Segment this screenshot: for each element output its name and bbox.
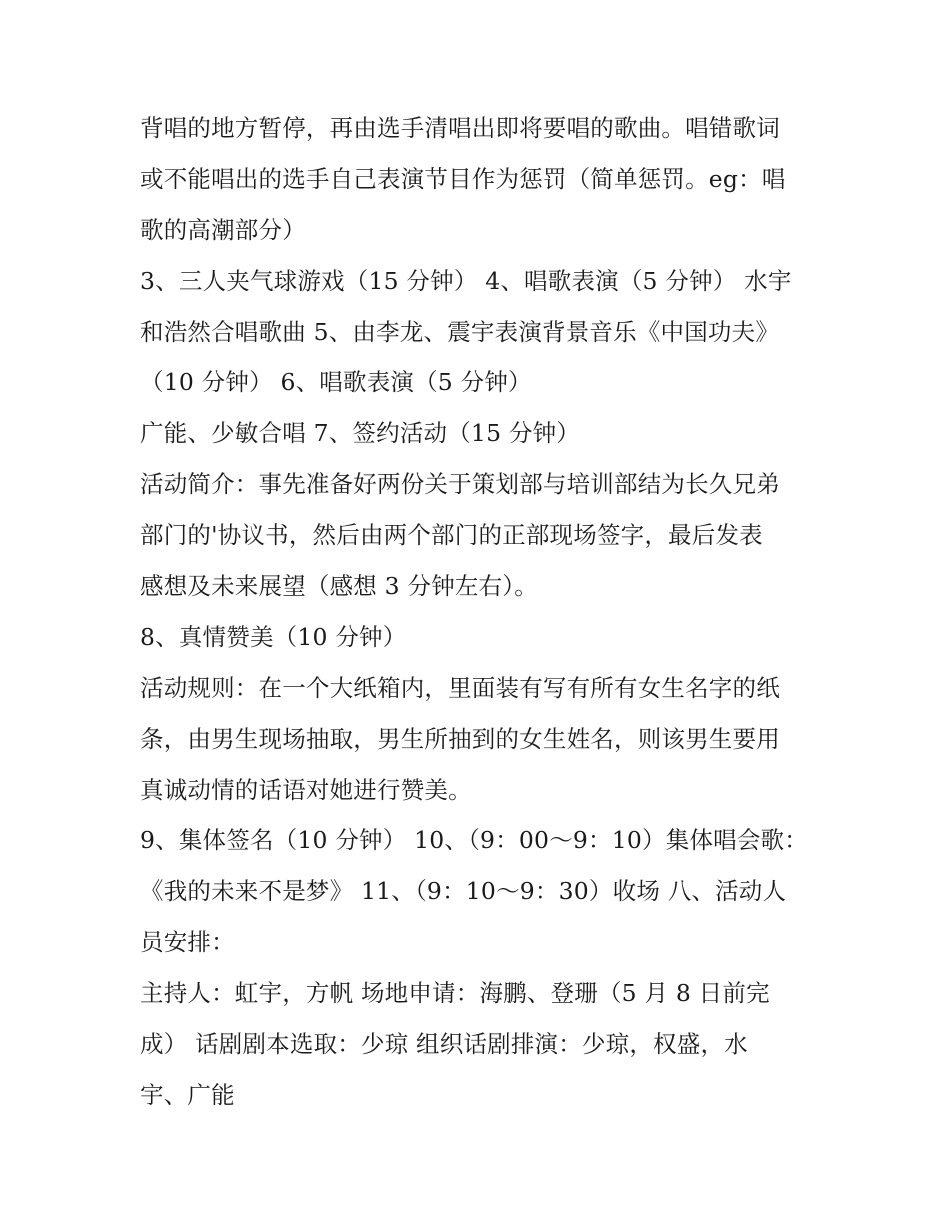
text-line: 员安排：: [140, 928, 235, 957]
text-line: 条，由男生现场抽取，男生所抽到的女生姓名，则该男生要用: [140, 724, 780, 753]
text-line: 或不能唱出的选手自己表演节目作为惩罚（简单惩罚。eg：唱: [140, 164, 786, 193]
text-line: 成） 话剧剧本选取：少琼 组织话剧排演：少琼，权盛，水: [140, 1030, 748, 1059]
text-line: 9、集体签名（10 分钟） 10、（9：00～9：10）集体唱会歌：: [140, 826, 808, 855]
text-line: 宇、广能: [140, 1080, 235, 1109]
text-line: （10 分钟） 6、唱歌表演（5 分钟）: [140, 368, 532, 397]
text-line: 背唱的地方暂停，再由选手清唱出即将要唱的歌曲。唱错歌词: [140, 114, 780, 142]
text-line: 活动规则：在一个大纸箱内，里面装有写有所有女生名字的纸: [140, 673, 780, 702]
text-line: 8、真情赞美（10 分钟）: [140, 622, 407, 651]
text-line: 歌的高潮部分）: [140, 215, 306, 244]
text-line: 活动简介：事先准备好两份关于策划部与培训部结为长久兄弟: [140, 470, 780, 499]
text-line: 真诚动情的话语对她进行赞美。: [140, 775, 472, 804]
document-page: [140, 103, 820, 1121]
text-line: 广能、少敏合唱 7、签约活动（15 分钟）: [140, 419, 580, 448]
text-line: 3、三人夹气球游戏（15 分钟） 4、唱歌表演（5 分钟） 水宇: [140, 266, 792, 295]
text-line: 主持人：虹宇，方帆 场地申请：海鹏、登珊（5 月 8 日前完: [140, 979, 770, 1008]
text-line: 和浩然合唱歌曲 5、由李龙、震宇表演背景音乐《中国功夫》: [140, 317, 780, 346]
text-line: 感想及未来展望（感想 3 分钟左右）。: [140, 572, 538, 601]
text-line: 部门的'协议书，然后由两个部门的正部现场签字，最后发表: [140, 521, 763, 550]
text-line: 《我的未来不是梦》 11、（9：10～9：30）收场 八、活动人: [140, 877, 787, 906]
